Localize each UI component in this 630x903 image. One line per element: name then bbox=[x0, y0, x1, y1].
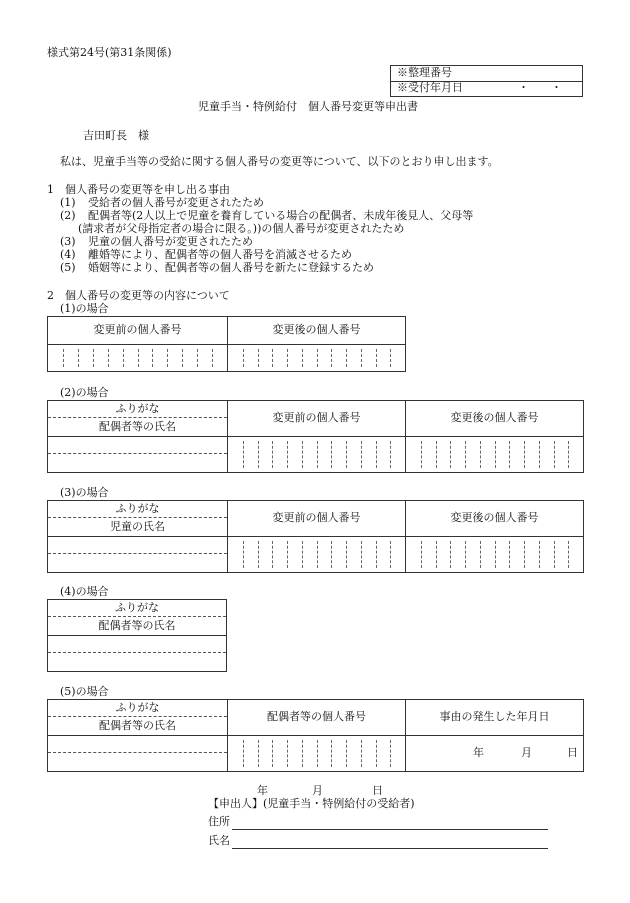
digit-separator bbox=[495, 441, 496, 468]
digit-separator bbox=[376, 349, 377, 367]
section1-heading: 1 個人番号の変更等を申し出る事由 bbox=[47, 183, 230, 196]
digit-separator bbox=[317, 740, 318, 767]
case5-label: (5)の場合 bbox=[60, 685, 109, 698]
furigana-label: ふりがな bbox=[115, 401, 160, 415]
digit-separator bbox=[182, 349, 183, 367]
digit-separator bbox=[450, 441, 451, 468]
reason-num: (5) bbox=[60, 261, 76, 274]
after-number-header: 変更後の個人番号 bbox=[450, 411, 539, 425]
digit-separator bbox=[331, 441, 332, 468]
digit-separator bbox=[317, 441, 318, 468]
event-year-label: 年 bbox=[473, 746, 484, 759]
section2-heading: 2 個人番号の変更等の内容について bbox=[47, 289, 230, 302]
furigana-input[interactable] bbox=[48, 736, 227, 752]
digit-separator bbox=[258, 349, 259, 367]
reason-num: (2) bbox=[60, 209, 76, 222]
digit-separator bbox=[465, 441, 466, 468]
digit-separator bbox=[258, 541, 259, 568]
after-number-header: 変更後の個人番号 bbox=[450, 511, 539, 525]
reason-text-cont: (請求者が父母指定者の場合に限る。))の個人番号が変更されたため bbox=[78, 222, 405, 235]
name-input[interactable] bbox=[48, 653, 226, 671]
digit-separator bbox=[390, 740, 391, 767]
footer-day-label: 日 bbox=[372, 784, 383, 797]
digit-separator bbox=[346, 740, 347, 767]
digit-separator bbox=[421, 541, 422, 568]
digit-separator bbox=[361, 740, 362, 767]
digit-separator bbox=[539, 541, 540, 568]
furigana-label: ふりがな bbox=[115, 600, 159, 614]
digit-separator bbox=[376, 541, 377, 568]
digit-separator bbox=[436, 441, 437, 468]
registry-date-label: ※受付年月日 bbox=[397, 81, 463, 94]
digit-separator bbox=[331, 740, 332, 767]
furigana-label: ふりがな bbox=[115, 700, 160, 714]
furigana-input[interactable] bbox=[48, 437, 227, 453]
digit-separator bbox=[568, 541, 569, 568]
name-label: 氏名 bbox=[208, 834, 230, 847]
before-number-field[interactable] bbox=[228, 437, 405, 472]
case2-table bbox=[47, 400, 584, 473]
reason-text: 受給者の個人番号が変更されたため bbox=[88, 196, 264, 209]
digit-separator bbox=[258, 441, 259, 468]
digit-separator bbox=[302, 441, 303, 468]
digit-separator bbox=[272, 441, 273, 468]
digit-separator bbox=[287, 441, 288, 468]
digit-separator bbox=[450, 541, 451, 568]
reason-text: 離婚等により、配偶者等の個人番号を消滅させるため bbox=[88, 248, 352, 261]
after-number-field[interactable] bbox=[406, 437, 583, 472]
digit-separator bbox=[361, 349, 362, 367]
addressee: 吉田町長 様 bbox=[83, 129, 149, 142]
digit-separator bbox=[243, 740, 244, 767]
case3-table bbox=[47, 500, 584, 573]
event-month-label: 月 bbox=[521, 746, 532, 759]
after-number-field[interactable] bbox=[228, 345, 405, 371]
digit-separator bbox=[138, 349, 139, 367]
digit-separator bbox=[346, 541, 347, 568]
digit-separator bbox=[346, 441, 347, 468]
digit-separator bbox=[167, 349, 168, 367]
digit-separator bbox=[317, 541, 318, 568]
digit-separator bbox=[108, 349, 109, 367]
digit-separator bbox=[302, 541, 303, 568]
registry-number-label: ※整理番号 bbox=[397, 66, 452, 79]
digit-separator bbox=[480, 541, 481, 568]
footer-year-label: 年 bbox=[257, 784, 268, 797]
digit-separator bbox=[287, 349, 288, 367]
digit-separator bbox=[272, 740, 273, 767]
digit-separator bbox=[243, 349, 244, 367]
digit-separator bbox=[63, 349, 64, 367]
furigana-label: ふりがな bbox=[115, 501, 160, 515]
digit-separator bbox=[465, 541, 466, 568]
registry-date-sep: ・ bbox=[518, 81, 529, 94]
digit-separator bbox=[524, 441, 525, 468]
page-title: 児童手当・特例給付 個人番号変更等申出書 bbox=[198, 100, 418, 113]
digit-separator bbox=[272, 541, 273, 568]
digit-separator bbox=[524, 541, 525, 568]
before-number-field[interactable] bbox=[228, 537, 405, 572]
reason-text: 児童の個人番号が変更されたため bbox=[88, 235, 253, 248]
name-line[interactable] bbox=[232, 848, 548, 849]
footer-month-label: 月 bbox=[312, 784, 323, 797]
digit-separator bbox=[390, 541, 391, 568]
digit-separator bbox=[152, 349, 153, 367]
reason-text: 婚姻等により、配偶者等の個人番号を新たに登録するため bbox=[88, 261, 374, 274]
address-label: 住所 bbox=[208, 815, 230, 828]
digit-separator bbox=[376, 740, 377, 767]
name-input[interactable] bbox=[48, 454, 227, 472]
registry-date-sep: ・ bbox=[551, 81, 562, 94]
digit-separator bbox=[123, 349, 124, 367]
after-number-header: 変更後の個人番号 bbox=[272, 323, 361, 337]
digit-separator bbox=[390, 441, 391, 468]
digit-separator bbox=[376, 441, 377, 468]
name-label: 配偶者等の氏名 bbox=[99, 718, 176, 732]
digit-separator bbox=[197, 349, 198, 367]
case1-table bbox=[47, 316, 406, 372]
form-number: 様式第24号(第31条関係) bbox=[47, 46, 172, 59]
case4-label: (4)の場合 bbox=[60, 585, 109, 598]
reason-num: (3) bbox=[60, 235, 76, 248]
digit-separator bbox=[93, 349, 94, 367]
case5-table bbox=[47, 699, 584, 772]
event-date-header: 事由の発生した年月日 bbox=[439, 710, 550, 724]
digit-separator bbox=[331, 541, 332, 568]
case3-label: (3)の場合 bbox=[60, 486, 109, 499]
address-line[interactable] bbox=[232, 829, 548, 830]
before-number-header: 変更前の個人番号 bbox=[93, 323, 182, 337]
digit-separator bbox=[78, 349, 79, 367]
digit-separator bbox=[243, 541, 244, 568]
before-number-header: 変更前の個人番号 bbox=[272, 411, 361, 425]
digit-separator bbox=[346, 349, 347, 367]
applicant-heading: 【申出人】(児童手当・特例給付の受給者) bbox=[208, 797, 415, 810]
digit-separator bbox=[436, 541, 437, 568]
digit-separator bbox=[539, 441, 540, 468]
digit-separator bbox=[302, 740, 303, 767]
name-label: 配偶者等の氏名 bbox=[98, 618, 176, 632]
before-number-field[interactable] bbox=[48, 345, 227, 371]
digit-separator bbox=[331, 349, 332, 367]
registry-box bbox=[390, 65, 583, 97]
digit-separator bbox=[361, 441, 362, 468]
before-number-header: 変更前の個人番号 bbox=[272, 511, 361, 525]
digit-separator bbox=[243, 441, 244, 468]
digit-separator bbox=[509, 441, 510, 468]
case4-table bbox=[47, 599, 227, 672]
digit-separator bbox=[495, 541, 496, 568]
digit-separator bbox=[302, 349, 303, 367]
digit-separator bbox=[568, 441, 569, 468]
reason-num: (4) bbox=[60, 248, 76, 261]
name-input[interactable] bbox=[48, 753, 227, 771]
reason-num: (1) bbox=[60, 196, 76, 209]
event-day-label: 日 bbox=[567, 746, 578, 759]
digit-separator bbox=[258, 740, 259, 767]
intro-text: 私は、児童手当等の受給に関する個人番号の変更等について、以下のとおり申し出ます。 bbox=[60, 155, 499, 168]
spouse-number-header: 配偶者等の個人番号 bbox=[267, 710, 366, 724]
furigana-input[interactable] bbox=[48, 537, 227, 553]
digit-separator bbox=[287, 740, 288, 767]
digit-separator bbox=[287, 541, 288, 568]
digit-separator bbox=[390, 349, 391, 367]
digit-separator bbox=[272, 349, 273, 367]
after-number-field[interactable] bbox=[406, 537, 583, 572]
name-label: 児童の氏名 bbox=[110, 519, 165, 533]
furigana-input[interactable] bbox=[48, 636, 226, 652]
name-input[interactable] bbox=[48, 554, 227, 572]
digit-separator bbox=[509, 541, 510, 568]
digit-separator bbox=[554, 441, 555, 468]
case2-label: (2)の場合 bbox=[60, 386, 109, 399]
reason-text: 配偶者等(2人以上で児童を養育している場合の配偶者、未成年後見人、父母等 bbox=[88, 209, 474, 222]
spouse-number-field[interactable] bbox=[228, 736, 405, 771]
digit-separator bbox=[317, 349, 318, 367]
digit-separator bbox=[554, 541, 555, 568]
case1-label: (1)の場合 bbox=[60, 302, 109, 315]
digit-separator bbox=[212, 349, 213, 367]
event-date-field[interactable] bbox=[406, 736, 583, 771]
digit-separator bbox=[480, 441, 481, 468]
digit-separator bbox=[361, 541, 362, 568]
name-label: 配偶者等の氏名 bbox=[99, 419, 176, 433]
digit-separator bbox=[421, 441, 422, 468]
